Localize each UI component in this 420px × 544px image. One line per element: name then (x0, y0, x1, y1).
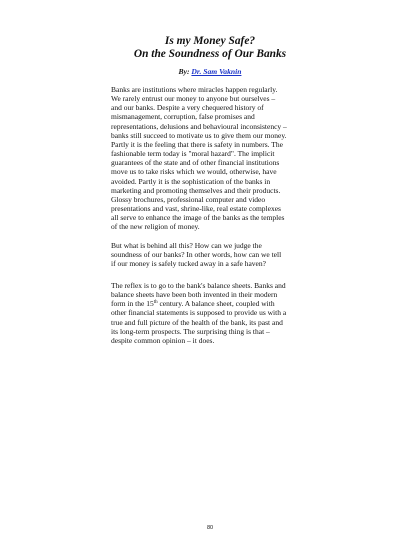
paragraph-line: mismanagement, corruption, false promises and (111, 112, 255, 122)
paragraph-line: But what is behind all this? How can we judge the (111, 241, 262, 250)
paragraph-line: Partly it is the feeling that there is safety in numbers. The (111, 139, 283, 149)
author-link[interactable]: Dr. Sam Vaknin (191, 67, 242, 76)
paragraph-line: avoided. Partly it is the sophistication of the banks in (111, 176, 271, 186)
paragraph-line: true and full picture of the health of the bank, its past and (111, 317, 283, 327)
paragraph-line: of the new religion of money. (111, 222, 200, 232)
paragraph-line (111, 299, 316, 308)
paragraph-line: despite common opinion – it does. (111, 335, 215, 345)
paragraph-line: The reflex is to go to the bank's balance sheets. Banks and (111, 281, 286, 290)
paragraph-3 (111, 281, 316, 345)
paragraph-line: its long-term prospects. The surprising thing is that – (111, 326, 270, 336)
paragraph-line: fashionable term today is "moral hazard". The implicit (111, 149, 275, 159)
ordinal-superscript: th (153, 300, 158, 306)
byline (0, 67, 420, 76)
title-line-1: Is my Money Safe? (164, 35, 256, 47)
paragraph-line: and our banks. Despite a very chequered history of (111, 103, 264, 113)
paragraph-line: all serve to enhance the image of the banks as the temples (111, 213, 285, 223)
line-text: form in the 15 (111, 299, 154, 309)
page-number: 80 (206, 525, 214, 531)
paragraph-line: representations, delusions and behavioural inconsistency – (111, 121, 287, 131)
paragraph-line: guarantees of the state and of other financial institutions (111, 158, 280, 168)
paragraph-line: if our money is safely tucked away in a safe haven? (111, 259, 266, 269)
paragraph-line: Banks are institutions where miracles happen regularly. (111, 85, 278, 94)
paragraph-2 (111, 241, 316, 268)
paragraph-line: We rarely entrust our money to anyone but ourselves – (111, 94, 276, 104)
byline-prefix: By: (178, 67, 190, 76)
paragraph-line: other financial statements is supposed to provide us with a (111, 308, 287, 318)
paragraph-line: banks still succeed to motivate us to give them our money. (111, 130, 287, 140)
paragraph-line: Glossy brochures, professional computer and video (111, 194, 266, 204)
paragraph-line: move us to take risks which we would, otherwise, have (111, 167, 277, 177)
paragraph-line: balance sheets have been both invented in their modern (111, 290, 278, 300)
paragraph-line: marketing and promoting themselves and their products. (111, 185, 281, 195)
title-line-2: On the Soundness of Our Banks (133, 48, 287, 60)
paragraph-line: presentations and vast, shrine-like, real estate complexes (111, 204, 281, 214)
paragraph-line: soundness of our banks? In other words, how can we tell (111, 250, 282, 260)
paragraph-1 (111, 85, 316, 232)
line-text: century. A balance sheet, coupled with (157, 299, 275, 309)
